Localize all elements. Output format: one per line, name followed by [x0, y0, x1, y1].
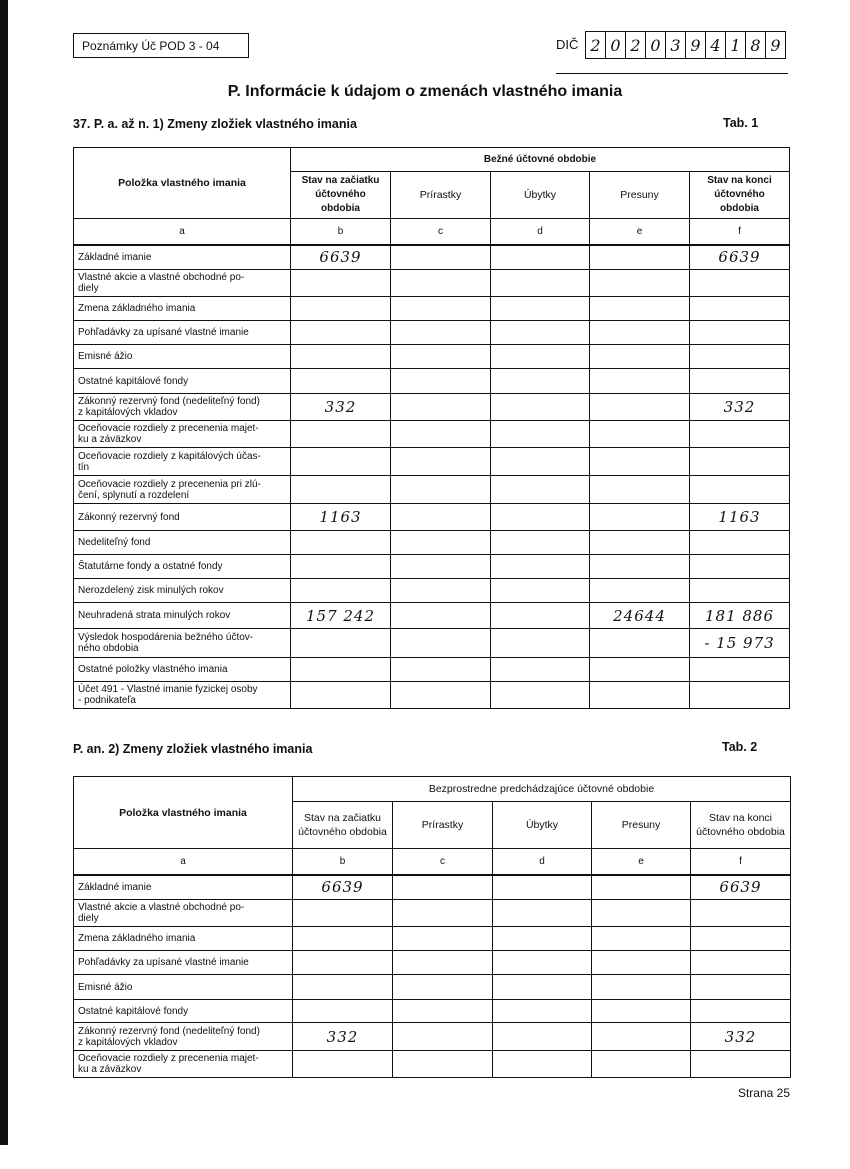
- col-header-transfers: Presuny: [590, 172, 690, 219]
- dic-digit: 2: [626, 32, 646, 58]
- cell-b[interactable]: [291, 531, 391, 555]
- row-label: Emisné ážio: [74, 345, 291, 369]
- cell-c[interactable]: [391, 504, 491, 531]
- cell-e[interactable]: [590, 555, 690, 579]
- table-row: [74, 369, 790, 394]
- cell-f[interactable]: 6639: [690, 245, 790, 270]
- dic-digit: 4: [706, 32, 726, 58]
- row-label: Pohľadávky za upísané vlastné imanie: [74, 951, 293, 975]
- cell-f[interactable]: [690, 270, 790, 297]
- cell-b[interactable]: [291, 421, 391, 448]
- cell-f[interactable]: [690, 476, 790, 504]
- cell-e[interactable]: [590, 270, 690, 297]
- row-label: Ostatné kapitálové fondy: [74, 369, 291, 394]
- cell-c[interactable]: [391, 421, 491, 448]
- cell-e[interactable]: 24644: [590, 603, 690, 629]
- row-label: Účet 491 - Vlastné imanie fyzickej osoby - podnikateľa: [74, 682, 291, 709]
- cell-e[interactable]: [590, 421, 690, 448]
- cell-c[interactable]: [393, 900, 493, 927]
- row-label: Štatutárne fondy a ostatné fondy: [74, 555, 291, 579]
- cell-e[interactable]: [590, 297, 690, 321]
- cell-b[interactable]: 6639: [291, 245, 391, 270]
- cell-f[interactable]: [691, 900, 791, 927]
- cell-b[interactable]: 332: [293, 1023, 393, 1051]
- dic-digit: 0: [646, 32, 666, 58]
- row-label: Vlastné akcie a vlastné obchodné po- diely: [74, 270, 291, 297]
- cell-b[interactable]: [291, 448, 391, 476]
- cell-e[interactable]: [592, 900, 691, 927]
- cell-f[interactable]: [690, 531, 790, 555]
- table-row: [74, 504, 790, 531]
- item-header: Položka vlastného imania: [74, 148, 291, 219]
- table1-tab-label: Tab. 1: [723, 116, 759, 130]
- table-row: [74, 555, 790, 579]
- cell-e[interactable]: [590, 658, 690, 682]
- cell-b[interactable]: [291, 658, 391, 682]
- cell-f[interactable]: [690, 658, 790, 682]
- cell-d[interactable]: [491, 421, 590, 448]
- dic-digit: 0: [606, 32, 626, 58]
- cell-e[interactable]: [592, 951, 691, 975]
- cell-e[interactable]: [590, 369, 690, 394]
- cell-e[interactable]: [590, 321, 690, 345]
- dic-digit: 9: [770, 36, 781, 55]
- dic-digit: 9: [686, 32, 706, 58]
- cell-d[interactable]: [491, 504, 590, 531]
- cell-d[interactable]: [493, 1051, 592, 1078]
- table-row: [74, 394, 790, 421]
- col-letter: c: [393, 849, 493, 875]
- cell-d[interactable]: [493, 927, 592, 951]
- row-label: Oceňovacie rozdiely z precenenia majet- ku a záväzkov: [74, 421, 291, 448]
- row-label: Zákonný rezervný fond (nedeliteľný fond) z kapitálových vkladov: [74, 394, 291, 421]
- col-header-start: Stav na začiatku účtovného obdobia: [291, 172, 391, 219]
- cell-e[interactable]: [590, 504, 690, 531]
- cell-d[interactable]: [493, 1000, 592, 1023]
- cell-c[interactable]: [391, 270, 491, 297]
- dic-digit: 8: [746, 32, 766, 58]
- dic-digit: 2: [586, 32, 606, 58]
- col-letter: b: [291, 219, 391, 245]
- cell-b[interactable]: 157 242: [291, 603, 391, 629]
- cell-f[interactable]: [690, 345, 790, 369]
- cell-e[interactable]: [590, 531, 690, 555]
- table-row: [74, 951, 791, 975]
- row-label: Ostatné kapitálové fondy: [74, 1000, 293, 1023]
- section-title: P. Informácie k údajom o zmenách vlastného imania: [227, 83, 623, 100]
- row-label: Vlastné akcie a vlastné obchodné po- diely: [74, 900, 293, 927]
- cell-b[interactable]: [293, 927, 393, 951]
- cell-d[interactable]: [491, 629, 590, 658]
- col-letter: b: [293, 849, 393, 875]
- row-label: Výsledok hospodárenia bežného účtov- ného obdobia: [74, 629, 291, 658]
- table-row: [74, 270, 790, 297]
- cell-b[interactable]: [293, 1000, 393, 1023]
- cell-b[interactable]: [293, 1051, 393, 1078]
- cell-c[interactable]: [391, 476, 491, 504]
- cell-d[interactable]: [493, 875, 592, 900]
- row-label: Neuhradená strata minulých rokov: [74, 603, 291, 629]
- scan-edge: [0, 0, 8, 1145]
- cell-c[interactable]: [391, 394, 491, 421]
- cell-e[interactable]: [590, 629, 690, 658]
- col-letter: e: [592, 849, 691, 875]
- row-label: Nedeliteľný fond: [74, 531, 291, 555]
- cell-c[interactable]: [393, 951, 493, 975]
- cell-c[interactable]: [393, 1051, 493, 1078]
- table-row: [74, 682, 790, 709]
- cell-f[interactable]: [690, 369, 790, 394]
- cell-c[interactable]: [393, 927, 493, 951]
- cell-c[interactable]: [391, 345, 491, 369]
- cell-d[interactable]: [491, 555, 590, 579]
- row-label: Pohľadávky za upísané vlastné imanie: [74, 321, 291, 345]
- cell-b[interactable]: [291, 297, 391, 321]
- dic-digit: 3: [666, 32, 686, 58]
- table-row: [74, 1051, 791, 1078]
- cell-f[interactable]: [690, 682, 790, 709]
- cell-c[interactable]: [391, 603, 491, 629]
- cell-e[interactable]: [590, 245, 690, 270]
- cell-f[interactable]: [690, 448, 790, 476]
- cell-b[interactable]: 332: [291, 394, 391, 421]
- cell-b[interactable]: [291, 345, 391, 369]
- cell-f[interactable]: 332: [691, 1023, 791, 1051]
- cell-e[interactable]: [592, 875, 691, 900]
- table-row: [74, 579, 790, 603]
- table-row: [74, 321, 790, 345]
- cell-c[interactable]: [391, 629, 491, 658]
- cell-d[interactable]: [491, 270, 590, 297]
- cell-f[interactable]: 6639: [691, 875, 791, 900]
- cell-d[interactable]: [491, 658, 590, 682]
- col-header-decreases: Úbytky: [491, 172, 590, 219]
- row-label: Oceňovacie rozdiely z precenenia majet- ku a záväzkov: [74, 1051, 293, 1078]
- cell-d[interactable]: [491, 682, 590, 709]
- cell-d[interactable]: [491, 394, 590, 421]
- cell-c[interactable]: [391, 531, 491, 555]
- cell-b[interactable]: [293, 900, 393, 927]
- cell-c[interactable]: [391, 245, 491, 270]
- cell-c[interactable]: [393, 1023, 493, 1051]
- period-header: Bežné účtovné obdobie: [291, 148, 790, 172]
- cell-c[interactable]: [391, 682, 491, 709]
- cell-e[interactable]: [590, 476, 690, 504]
- cell-f[interactable]: 332: [690, 394, 790, 421]
- table-row: [74, 531, 790, 555]
- row-label: Zákonný rezervný fond (nedeliteľný fond) z kapitálových vkladov: [74, 1023, 293, 1051]
- cell-b[interactable]: [291, 579, 391, 603]
- cell-e[interactable]: [592, 1023, 691, 1051]
- table-row: [74, 448, 790, 476]
- cell-e[interactable]: [592, 1051, 691, 1078]
- dic-digit-boxes: [585, 31, 786, 59]
- dic-digit: 1: [726, 32, 746, 58]
- table-row: [74, 629, 790, 658]
- cell-e[interactable]: [592, 1000, 691, 1023]
- cell-f[interactable]: [690, 321, 790, 345]
- cell-f[interactable]: [690, 579, 790, 603]
- table-row: [74, 875, 791, 900]
- cell-f[interactable]: [691, 927, 791, 951]
- table-row: [74, 900, 791, 927]
- table-row: [74, 345, 790, 369]
- cell-f[interactable]: [691, 951, 791, 975]
- form-code: Poznámky Úč POD 3 - 04: [82, 39, 220, 53]
- col-header-end: Stav na konci účtovného obdobia: [690, 172, 790, 219]
- cell-d[interactable]: [491, 448, 590, 476]
- table-row: [74, 297, 790, 321]
- form-code-box: [73, 33, 249, 58]
- row-label: Emisné ážio: [74, 975, 293, 1000]
- table-row: [74, 421, 790, 448]
- cell-e[interactable]: [590, 394, 690, 421]
- cell-c[interactable]: [393, 875, 493, 900]
- table-row: [74, 658, 790, 682]
- table-row: [74, 927, 791, 951]
- cell-b[interactable]: [291, 682, 391, 709]
- row-label: Zmena základného imania: [74, 927, 293, 951]
- cell-b[interactable]: [293, 975, 393, 1000]
- cell-f[interactable]: 181 886: [690, 603, 790, 629]
- col-letter: e: [590, 219, 690, 245]
- cell-d[interactable]: [493, 1023, 592, 1051]
- cell-c[interactable]: [391, 369, 491, 394]
- table-row: [74, 245, 790, 270]
- cell-c[interactable]: [391, 555, 491, 579]
- item-header: Položka vlastného imania: [74, 777, 293, 849]
- table1: [73, 147, 790, 709]
- cell-c[interactable]: [391, 579, 491, 603]
- cell-d[interactable]: [491, 245, 590, 270]
- table1-subtitle: 37. P. a. až n. 1) Zmeny zložiek vlastného imania: [73, 117, 357, 131]
- cell-c[interactable]: [391, 658, 491, 682]
- cell-d[interactable]: [493, 900, 592, 927]
- col-header-end: Stav na konci účtovného obdobia: [691, 802, 791, 849]
- table-row: [74, 1023, 791, 1051]
- cell-d[interactable]: [493, 975, 592, 1000]
- cell-e[interactable]: [590, 345, 690, 369]
- cell-c[interactable]: [391, 321, 491, 345]
- cell-f[interactable]: [691, 1051, 791, 1078]
- cell-b[interactable]: [291, 555, 391, 579]
- cell-f[interactable]: - 15 973: [690, 629, 790, 658]
- col-header-decreases: Úbytky: [493, 802, 592, 849]
- cell-c[interactable]: [391, 297, 491, 321]
- table-row: [74, 1000, 791, 1023]
- cell-d[interactable]: [491, 579, 590, 603]
- cell-e[interactable]: [590, 579, 690, 603]
- table-row: [74, 603, 790, 629]
- col-header-increases: Prírastky: [393, 802, 493, 849]
- cell-f[interactable]: [691, 1000, 791, 1023]
- table2-subtitle: P. an. 2) Zmeny zložiek vlastného imania: [73, 742, 313, 756]
- col-letter: a: [74, 849, 293, 875]
- period-header: Bezprostredne predchádzajúce účtovné obdobie: [293, 777, 791, 802]
- table2: [73, 776, 791, 1078]
- col-letter: f: [690, 219, 790, 245]
- col-letter: f: [691, 849, 791, 875]
- col-header-increases: Prírastky: [391, 172, 491, 219]
- cell-e[interactable]: [590, 682, 690, 709]
- row-label: Nerozdelený zisk minulých rokov: [74, 579, 291, 603]
- cell-b[interactable]: [291, 629, 391, 658]
- row-label: Oceňovacie rozdiely z precenenia pri zlú- čení, splynutí a rozdelení: [74, 476, 291, 504]
- cell-f[interactable]: [691, 975, 791, 1000]
- row-label: Oceňovacie rozdiely z kapitálových účas- tín: [74, 448, 291, 476]
- dic-label: DIČ: [556, 37, 579, 52]
- cell-b[interactable]: [291, 476, 391, 504]
- table2-tab-label: Tab. 2: [722, 740, 758, 754]
- col-letter: c: [391, 219, 491, 245]
- row-label: Zákonný rezervný fond: [74, 504, 291, 531]
- col-letter: d: [491, 219, 590, 245]
- cell-b[interactable]: 1163: [291, 504, 391, 531]
- col-letter: d: [493, 849, 592, 875]
- cell-f[interactable]: [690, 555, 790, 579]
- table-row: [74, 975, 791, 1000]
- cell-d[interactable]: [491, 345, 590, 369]
- cell-c[interactable]: [391, 448, 491, 476]
- cell-b[interactable]: 6639: [293, 875, 393, 900]
- cell-b[interactable]: [291, 321, 391, 345]
- col-letter: a: [74, 219, 291, 245]
- col-header-start: Stav na začiatku účtovného obdobia: [293, 802, 393, 849]
- cell-e[interactable]: [592, 927, 691, 951]
- cell-d[interactable]: [491, 603, 590, 629]
- cell-d[interactable]: [491, 531, 590, 555]
- cell-e[interactable]: [592, 975, 691, 1000]
- cell-f[interactable]: [690, 297, 790, 321]
- table-row: [74, 476, 790, 504]
- row-label: Základné imanie: [74, 245, 291, 270]
- cell-e[interactable]: [590, 448, 690, 476]
- row-label: Základné imanie: [74, 875, 293, 900]
- cell-d[interactable]: [491, 321, 590, 345]
- cell-f[interactable]: [690, 421, 790, 448]
- cell-c[interactable]: [393, 975, 493, 1000]
- cell-b[interactable]: [293, 951, 393, 975]
- row-label: Zmena základného imania: [74, 297, 291, 321]
- row-label: Ostatné položky vlastného imania: [74, 658, 291, 682]
- cell-d[interactable]: [491, 476, 590, 504]
- cell-b[interactable]: [291, 270, 391, 297]
- cell-b[interactable]: [291, 369, 391, 394]
- col-header-transfers: Presuny: [592, 802, 691, 849]
- cell-c[interactable]: [393, 1000, 493, 1023]
- cell-d[interactable]: [491, 297, 590, 321]
- cell-d[interactable]: [491, 369, 590, 394]
- cell-f[interactable]: 1163: [690, 504, 790, 531]
- header-divider: [556, 73, 788, 74]
- page-number: Strana 25: [737, 1086, 790, 1100]
- cell-d[interactable]: [493, 951, 592, 975]
